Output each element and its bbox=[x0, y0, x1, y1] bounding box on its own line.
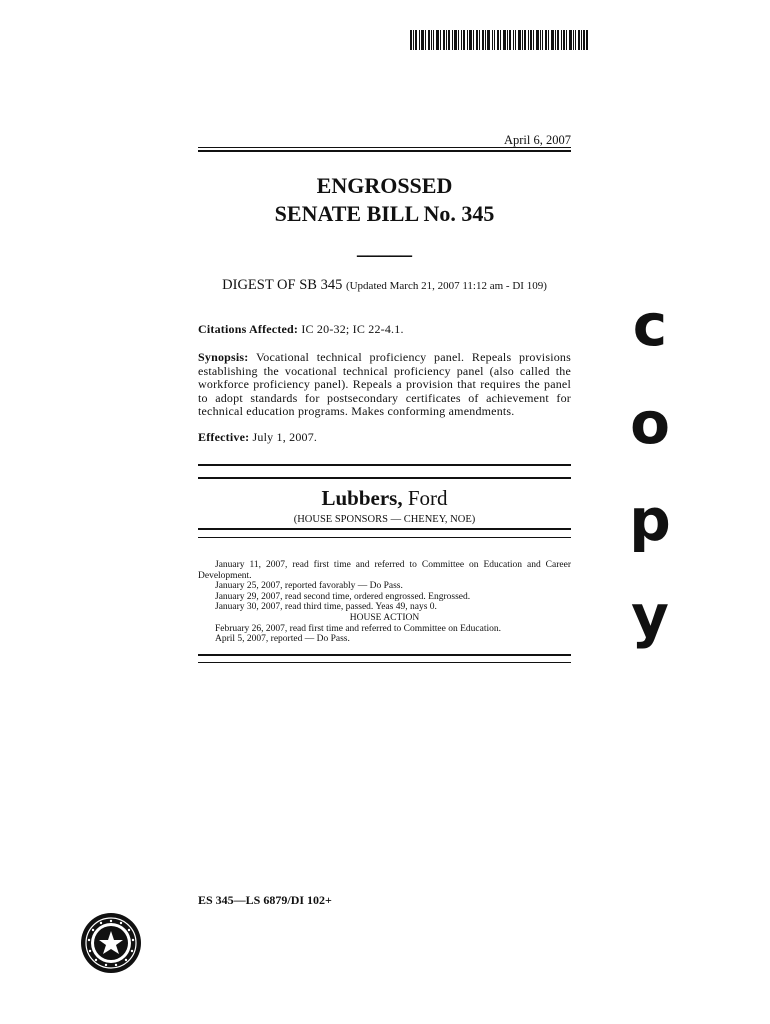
header-rule-thin bbox=[198, 147, 571, 148]
effective bbox=[198, 431, 571, 445]
effective-label: Effective: bbox=[198, 430, 250, 444]
author-primary: Lubbers, bbox=[321, 486, 403, 510]
history-entry: January 11, 2007, read first time and referred to Committee on Education and Career Development. bbox=[198, 560, 571, 581]
history-entry: January 29, 2007, read second time, ordered engrossed. Engrossed. bbox=[215, 591, 471, 602]
synopsis bbox=[198, 351, 571, 419]
synopsis-text: Vocational technical proficiency panel. Repeals provisions establishing the vocational technical proficiency panel (also called the workforce proficiency panel). Repeals a provision that requires the panel to adopt standards for postsecondary certificates of achievement for technical education programs. Makes conforming amendments. bbox=[198, 350, 571, 419]
house-action-heading: HOUSE ACTION bbox=[349, 612, 420, 623]
history-rule-2 bbox=[198, 662, 571, 663]
author-secondary: Ford bbox=[407, 486, 448, 510]
author-line bbox=[198, 486, 571, 511]
state-seal-icon bbox=[80, 912, 142, 974]
history-entry: April 5, 2007, reported — Do Pass. bbox=[215, 634, 350, 645]
sponsors-rule-2 bbox=[198, 537, 571, 538]
digest-main: DIGEST OF SB 345 bbox=[222, 277, 343, 293]
section-rule-1 bbox=[198, 464, 571, 466]
citations-value: IC 20-32; IC 22-4.1. bbox=[301, 322, 404, 336]
legislative-history bbox=[198, 560, 571, 645]
header-rule-thick bbox=[198, 150, 571, 152]
copy-watermark-p: p bbox=[629, 486, 671, 554]
effective-value: July 1, 2007. bbox=[252, 430, 318, 444]
digest-update: (Updated March 21, 2007 11:12 am - DI 109) bbox=[345, 280, 547, 292]
document-footer: ES 345—LS 6879/DI 102+ bbox=[198, 893, 332, 907]
barcode bbox=[410, 30, 588, 50]
title-separator: _____ bbox=[357, 234, 412, 259]
bill-title-line2: SENATE BILL No. 345 bbox=[274, 201, 495, 226]
section-rule-2 bbox=[198, 477, 571, 479]
synopsis-label: Synopsis: bbox=[198, 350, 249, 364]
copy-watermark-c: c bbox=[632, 291, 668, 359]
history-rule-1 bbox=[198, 654, 571, 656]
sponsors-rule bbox=[198, 528, 571, 530]
citations bbox=[198, 323, 571, 337]
bill-title-line1: ENGROSSED bbox=[316, 173, 453, 198]
copy-watermark-o: o bbox=[630, 389, 670, 457]
history-entry: January 25, 2007, reported favorably — Do Pass. bbox=[215, 581, 403, 592]
digest-heading bbox=[198, 277, 571, 294]
house-sponsors: (HOUSE SPONSORS — CHENEY, NOE) bbox=[293, 514, 476, 525]
bill-date: April 6, 2007 bbox=[503, 133, 571, 147]
citations-label: Citations Affected: bbox=[198, 322, 299, 336]
history-entry: February 26, 2007, read first time and referred to Committee on Education. bbox=[215, 623, 501, 634]
history-entry: January 30, 2007, read third time, passed. Yeas 49, nays 0. bbox=[215, 602, 437, 613]
copy-watermark-y: y bbox=[631, 582, 669, 650]
